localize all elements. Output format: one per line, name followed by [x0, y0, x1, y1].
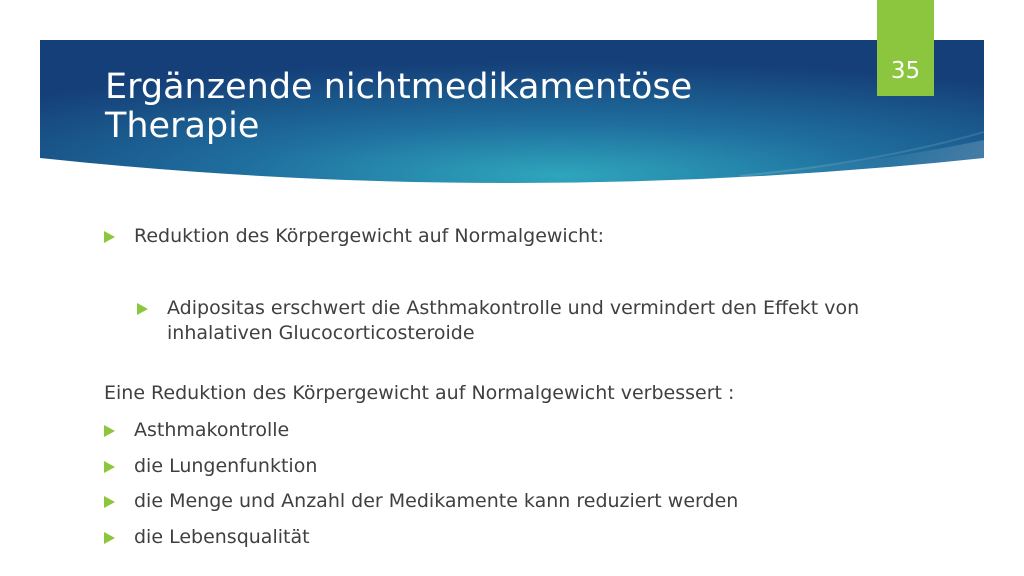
- intro-text-row: [104, 381, 734, 406]
- list-item-text: die Lungenfunktion: [134, 455, 318, 477]
- list-item-text: die Menge und Anzahl der Medikamente kann reduziert werden: [134, 490, 739, 512]
- list-item: [104, 418, 289, 443]
- list-item: [104, 489, 738, 514]
- list-item: [104, 525, 310, 550]
- slide-title: Ergänzende nichtmedikamentöse Therapie: [105, 67, 693, 146]
- sub-bullet-item: [104, 296, 887, 346]
- bullet-arrow-icon: [104, 425, 115, 437]
- intro-text: Eine Reduktion des Körpergewicht auf Normalgewicht verbessert :: [104, 382, 735, 404]
- bullet-arrow-icon: [104, 461, 115, 473]
- bullet-arrow-icon: [137, 303, 148, 315]
- sub-bullet-text: Adipositas erschwert die Asthmakontrolle und vermindert den Effekt von inhalativen Glucocorticosteroide: [167, 297, 860, 344]
- bullet-text: Reduktion des Körpergewicht auf Normalgewicht:: [134, 225, 605, 247]
- list-item: [104, 454, 317, 479]
- bullet-item: [104, 224, 604, 249]
- page-number-tab: [877, 0, 934, 96]
- page-number: 35: [890, 58, 921, 84]
- bullet-arrow-icon: [104, 496, 115, 508]
- list-item-text: die Lebensqualität: [134, 526, 310, 548]
- list-item-text: Asthmakontrolle: [134, 419, 290, 441]
- bullet-arrow-icon: [104, 231, 115, 243]
- bullet-arrow-icon: [104, 532, 115, 544]
